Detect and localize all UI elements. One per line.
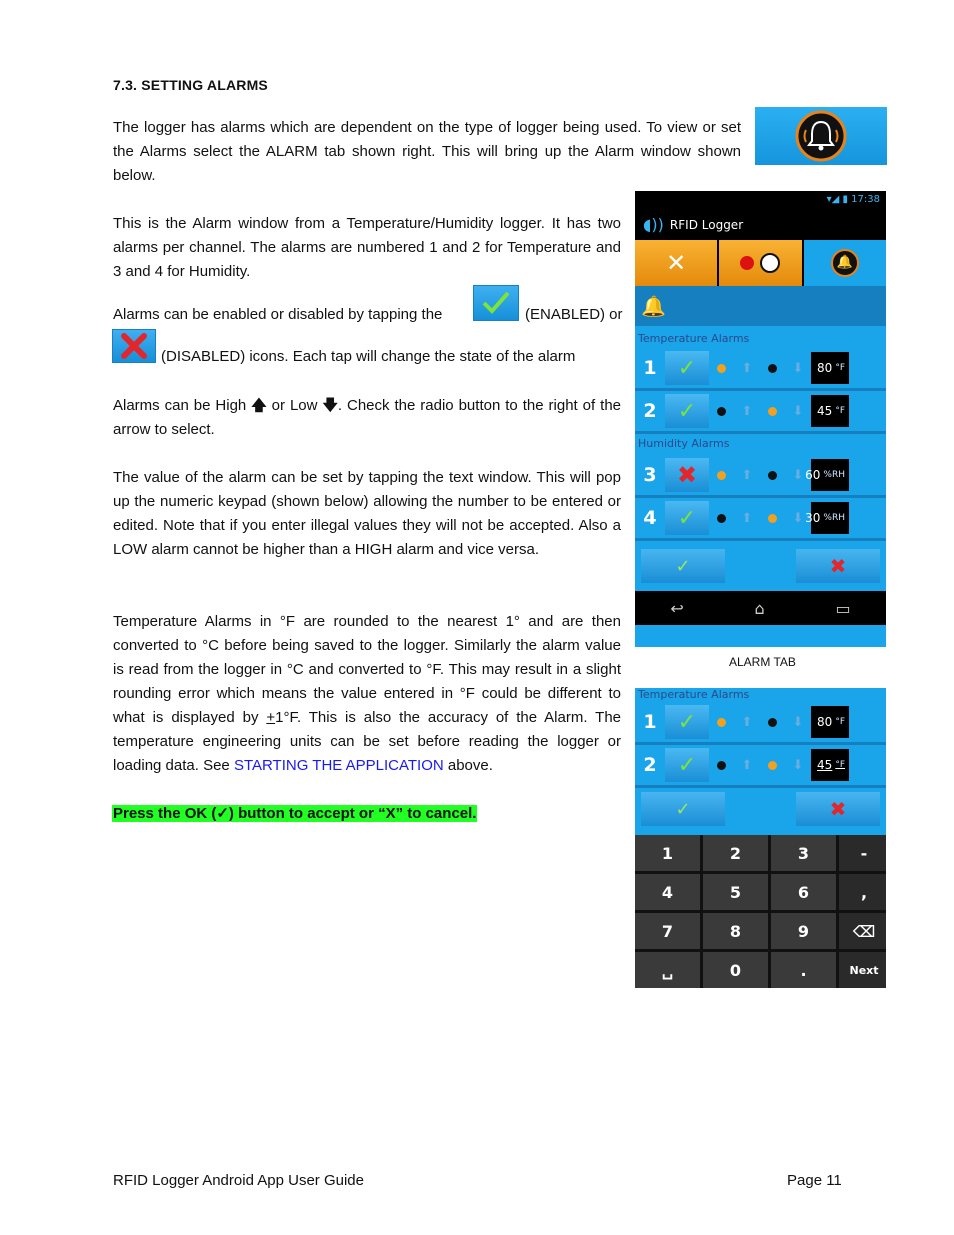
- ok-cancel-note: [112, 803, 477, 825]
- enable-toggle-x[interactable]: [665, 458, 709, 492]
- enable-text-c: (DISABLED) icons. Each tap will change the state of the alarm: [161, 348, 576, 365]
- check-icon: ✓: [675, 555, 691, 577]
- app-title: RFID Logger: [669, 217, 744, 232]
- alarm-row: [635, 745, 886, 788]
- kp-ok-button[interactable]: [641, 792, 725, 826]
- starting-app-link[interactable]: STARTING THE APPLICATION: [233, 757, 444, 774]
- enable-toggle-check[interactable]: [665, 501, 709, 535]
- up-arrow-icon: 🡅: [251, 397, 267, 414]
- enabled-check-icon: [473, 285, 519, 321]
- tools-icon: ✕: [666, 249, 687, 277]
- down-arrow-icon: ⬇: [792, 757, 804, 773]
- enable-toggle-check[interactable]: [665, 351, 709, 385]
- cancel-button[interactable]: [796, 549, 880, 583]
- keypad-screenshot: [635, 688, 886, 988]
- down-arrow-icon: ⬇: [792, 403, 804, 419]
- kp-ok-cancel-bar: [635, 788, 886, 830]
- check-icon: ✓: [677, 709, 697, 735]
- rfid-icon: ◖)): [643, 215, 664, 234]
- figure-caption: ALARM TAB: [729, 655, 796, 669]
- alarm-tab-image: [755, 107, 887, 165]
- check-icon: ✓: [677, 355, 697, 381]
- alarm-number: 3: [643, 464, 657, 486]
- enable-text-b: (ENABLED) or: [525, 306, 623, 323]
- low-radio[interactable]: [768, 364, 777, 373]
- app-bar: [635, 209, 886, 240]
- rounding-text-a: Temperature Alarms in °F are rounded to the nearest 1° and are then converted to °C before being saved to the logger. Similarly the alarm value is read from the logger in °C and converted to °F. This may result in a slight rounding error which means the value entered in °F could be different to what is displayed by: [113, 613, 621, 726]
- keypad-key[interactable]: 6: [771, 874, 836, 910]
- footer-title: RFID Logger Android App User Guide: [113, 1172, 364, 1189]
- rounding-text-b: 1°F. This is also the accuracy of the Alarm. The temperature engineering units can be set before reading the logger or loading data. See: [113, 709, 621, 774]
- high-radio[interactable]: [717, 718, 726, 727]
- down-arrow-icon: ⬇: [792, 714, 804, 730]
- back-icon[interactable]: ↩: [670, 598, 684, 618]
- nav-bar: [635, 591, 886, 625]
- down-arrow-icon: 🡇: [322, 397, 338, 414]
- alarm-number: 2: [643, 754, 657, 776]
- alarm-number: 1: [643, 711, 657, 733]
- alarm-row: [635, 391, 886, 434]
- x-icon: ✖: [829, 554, 847, 578]
- high-low-paragraph: [113, 394, 621, 442]
- ok-button[interactable]: [641, 549, 725, 583]
- down-arrow-icon: ⬇: [792, 467, 804, 483]
- alarm-number: 4: [643, 507, 657, 529]
- recent-apps-icon[interactable]: ▭: [835, 598, 851, 618]
- enable-toggle-check[interactable]: [665, 748, 709, 782]
- up-arrow-icon: ⬆: [741, 714, 753, 730]
- alarm-row: [635, 455, 886, 498]
- keypad-key[interactable]: -: [839, 835, 886, 871]
- tab-alarm[interactable]: [804, 240, 886, 286]
- keypad-key[interactable]: Next: [839, 952, 886, 988]
- alarm-number: 1: [643, 357, 657, 379]
- enable-toggle-check[interactable]: [665, 705, 709, 739]
- tab-settings[interactable]: [635, 240, 717, 286]
- check-icon: ✓: [677, 398, 697, 424]
- keypad-key[interactable]: ,: [839, 874, 886, 910]
- temp-section-label: Temperature Alarms: [635, 329, 886, 348]
- low-text: or Low: [271, 397, 318, 414]
- down-arrow-icon: ⬇: [792, 360, 804, 376]
- highlighted-text: Press the OK (✓) button to accept or “X” to cancel.: [113, 805, 477, 822]
- enable-toggle-check[interactable]: [665, 394, 709, 428]
- plus-minus: +: [266, 709, 276, 726]
- alarm-window-paragraph: This is the Alarm window from a Temperature/Humidity logger. It has two alarms per channel. The alarms are numbered 1 and 2 for Temperature and 3 and 4 for Humidity.: [113, 215, 621, 280]
- down-arrow-icon: ⬇: [792, 510, 804, 526]
- status-time: 17:38: [851, 194, 880, 205]
- alarm-value-field[interactable]: 80 °F: [811, 706, 849, 738]
- ok-cancel-bar: [635, 541, 886, 591]
- page-number: Page 11: [787, 1172, 842, 1189]
- x-icon: ✖: [829, 797, 847, 821]
- check-icon: ✓: [677, 752, 697, 778]
- high-radio[interactable]: [717, 514, 726, 523]
- alarm-bell-icon: [795, 110, 847, 162]
- status-bar: ▾◢ ▮ 17:38: [635, 191, 886, 209]
- kp-temp-section-label: Temperature Alarms: [635, 688, 886, 702]
- alarm-window-screenshot: [635, 191, 886, 647]
- kp-cancel-button[interactable]: [796, 792, 880, 826]
- up-arrow-icon: ⬆: [741, 403, 753, 419]
- value-paragraph: The value of the alarm can be set by tapping the text window. This will pop up the numeric keypad (shown below) allowing the number to be entered or edited. Note that if you enter illegal values they will not be accepted. Also a LOW alarm cannot be higher than a HIGH alarm and vice versa.: [113, 469, 621, 558]
- alarm-value-field[interactable]: 45 °F: [811, 395, 849, 427]
- enable-text-a: Alarms can be enabled or disabled by tapping the: [113, 306, 443, 323]
- alarm-tab-icon: 🔔: [831, 249, 859, 277]
- low-radio[interactable]: [768, 718, 777, 727]
- high-radio[interactable]: [717, 761, 726, 770]
- keypad-key[interactable]: 4: [635, 874, 700, 910]
- keypad-key[interactable]: 8: [703, 913, 768, 949]
- humidity-section-label: Humidity Alarms: [635, 434, 886, 455]
- home-icon[interactable]: ⌂: [754, 598, 765, 618]
- alarm-row: [635, 348, 886, 391]
- alarm-value-field[interactable]: 30 %RH: [811, 502, 849, 534]
- keypad-key[interactable]: ⌫: [839, 913, 886, 949]
- keypad-key[interactable]: ␣: [635, 952, 700, 988]
- low-radio[interactable]: [768, 407, 777, 416]
- keypad-key[interactable]: 2: [703, 835, 768, 871]
- high-text: Alarms can be High: [113, 397, 247, 414]
- keypad-key[interactable]: 3: [771, 835, 836, 871]
- keypad-key[interactable]: 7: [635, 913, 700, 949]
- keypad-key[interactable]: .: [771, 952, 836, 988]
- up-arrow-icon: ⬆: [741, 510, 753, 526]
- up-arrow-icon: ⬆: [741, 467, 753, 483]
- alarm-row: [635, 498, 886, 541]
- keypad-key[interactable]: 1: [635, 835, 700, 871]
- record-icon: [740, 256, 754, 270]
- low-radio[interactable]: [768, 514, 777, 523]
- high-radio[interactable]: [717, 407, 726, 416]
- numeric-keypad: [635, 835, 886, 988]
- up-arrow-icon: ⬆: [741, 757, 753, 773]
- high-radio[interactable]: [717, 364, 726, 373]
- up-arrow-icon: ⬆: [741, 360, 753, 376]
- keypad-key[interactable]: 5: [703, 874, 768, 910]
- x-icon: ✖: [676, 461, 698, 489]
- rounding-text-c: above.: [443, 757, 493, 774]
- bell-outline-icon: 🔔: [641, 294, 666, 318]
- tab-bar: [635, 240, 886, 286]
- alarm-value-field[interactable]: 80 °F: [811, 352, 849, 384]
- low-radio[interactable]: [768, 761, 777, 770]
- keypad-key[interactable]: 0: [703, 952, 768, 988]
- intro-paragraph: The logger has alarms which are dependent on the type of logger being used. To view or set the Alarms select the ALARM tab shown right. This will bring up the Alarm window shown below.: [113, 119, 741, 184]
- low-radio[interactable]: [768, 471, 777, 480]
- high-radio[interactable]: [717, 471, 726, 480]
- radio-text: . Check the radio button to the right of the arrow to select.: [113, 397, 622, 438]
- disabled-x-icon: [112, 329, 156, 363]
- check-icon: ✓: [675, 798, 691, 820]
- section-heading: 7.3. SETTING ALARMS: [113, 77, 268, 93]
- alarm-header: [635, 286, 886, 326]
- rounding-paragraph: [113, 610, 621, 778]
- stopwatch-icon: [760, 253, 780, 273]
- tab-record[interactable]: [719, 240, 801, 286]
- alarm-row: [635, 702, 886, 745]
- alarm-number: 2: [643, 400, 657, 422]
- alarm-value-field[interactable]: 60 %RH: [811, 459, 849, 491]
- keypad-key[interactable]: 9: [771, 913, 836, 949]
- check-icon: ✓: [677, 505, 697, 531]
- alarm-value-field[interactable]: 45 °F: [811, 749, 849, 781]
